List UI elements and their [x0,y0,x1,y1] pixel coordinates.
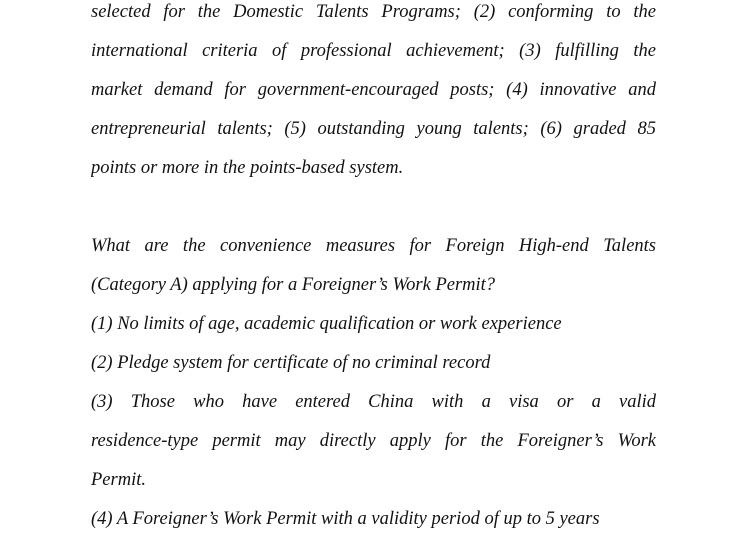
paragraph-1-line-5: points or more in the points-based system. [91,158,404,178]
answer-item-3-line-3: Permit. [91,470,146,490]
answer-item-4: (4) A Foreigner’s Work Permit with a validity period of up to 5 years [91,509,600,529]
paragraph-1-line-1: selected for the Domestic Talents Programs; (2) conforming to the [91,2,656,22]
answer-item-2: (2) Pledge system for certificate of no criminal record [91,353,491,373]
paragraph-1-line-2: international criteria of professional achievement; (3) fulfilling the [91,41,656,61]
paragraph-1-line-4: entrepreneurial talents; (5) outstanding young talents; (6) graded 85 [91,119,656,139]
question-line-1: What are the convenience measures for Foreign High-end Talents [91,236,656,256]
answer-item-3-line-2: residence-type permit may directly apply for the Foreigner’s Work [91,431,656,451]
answer-item-1: (1) No limits of age, academic qualification or work experience [91,314,562,334]
question-line-2: (Category A) applying for a Foreigner’s Work Permit? [91,275,496,295]
paragraph-1-line-3: market demand for government-encouraged posts; (4) innovative and [91,80,656,100]
answer-item-3-line-1: (3) Those who have entered China with a visa or a valid [91,392,656,412]
